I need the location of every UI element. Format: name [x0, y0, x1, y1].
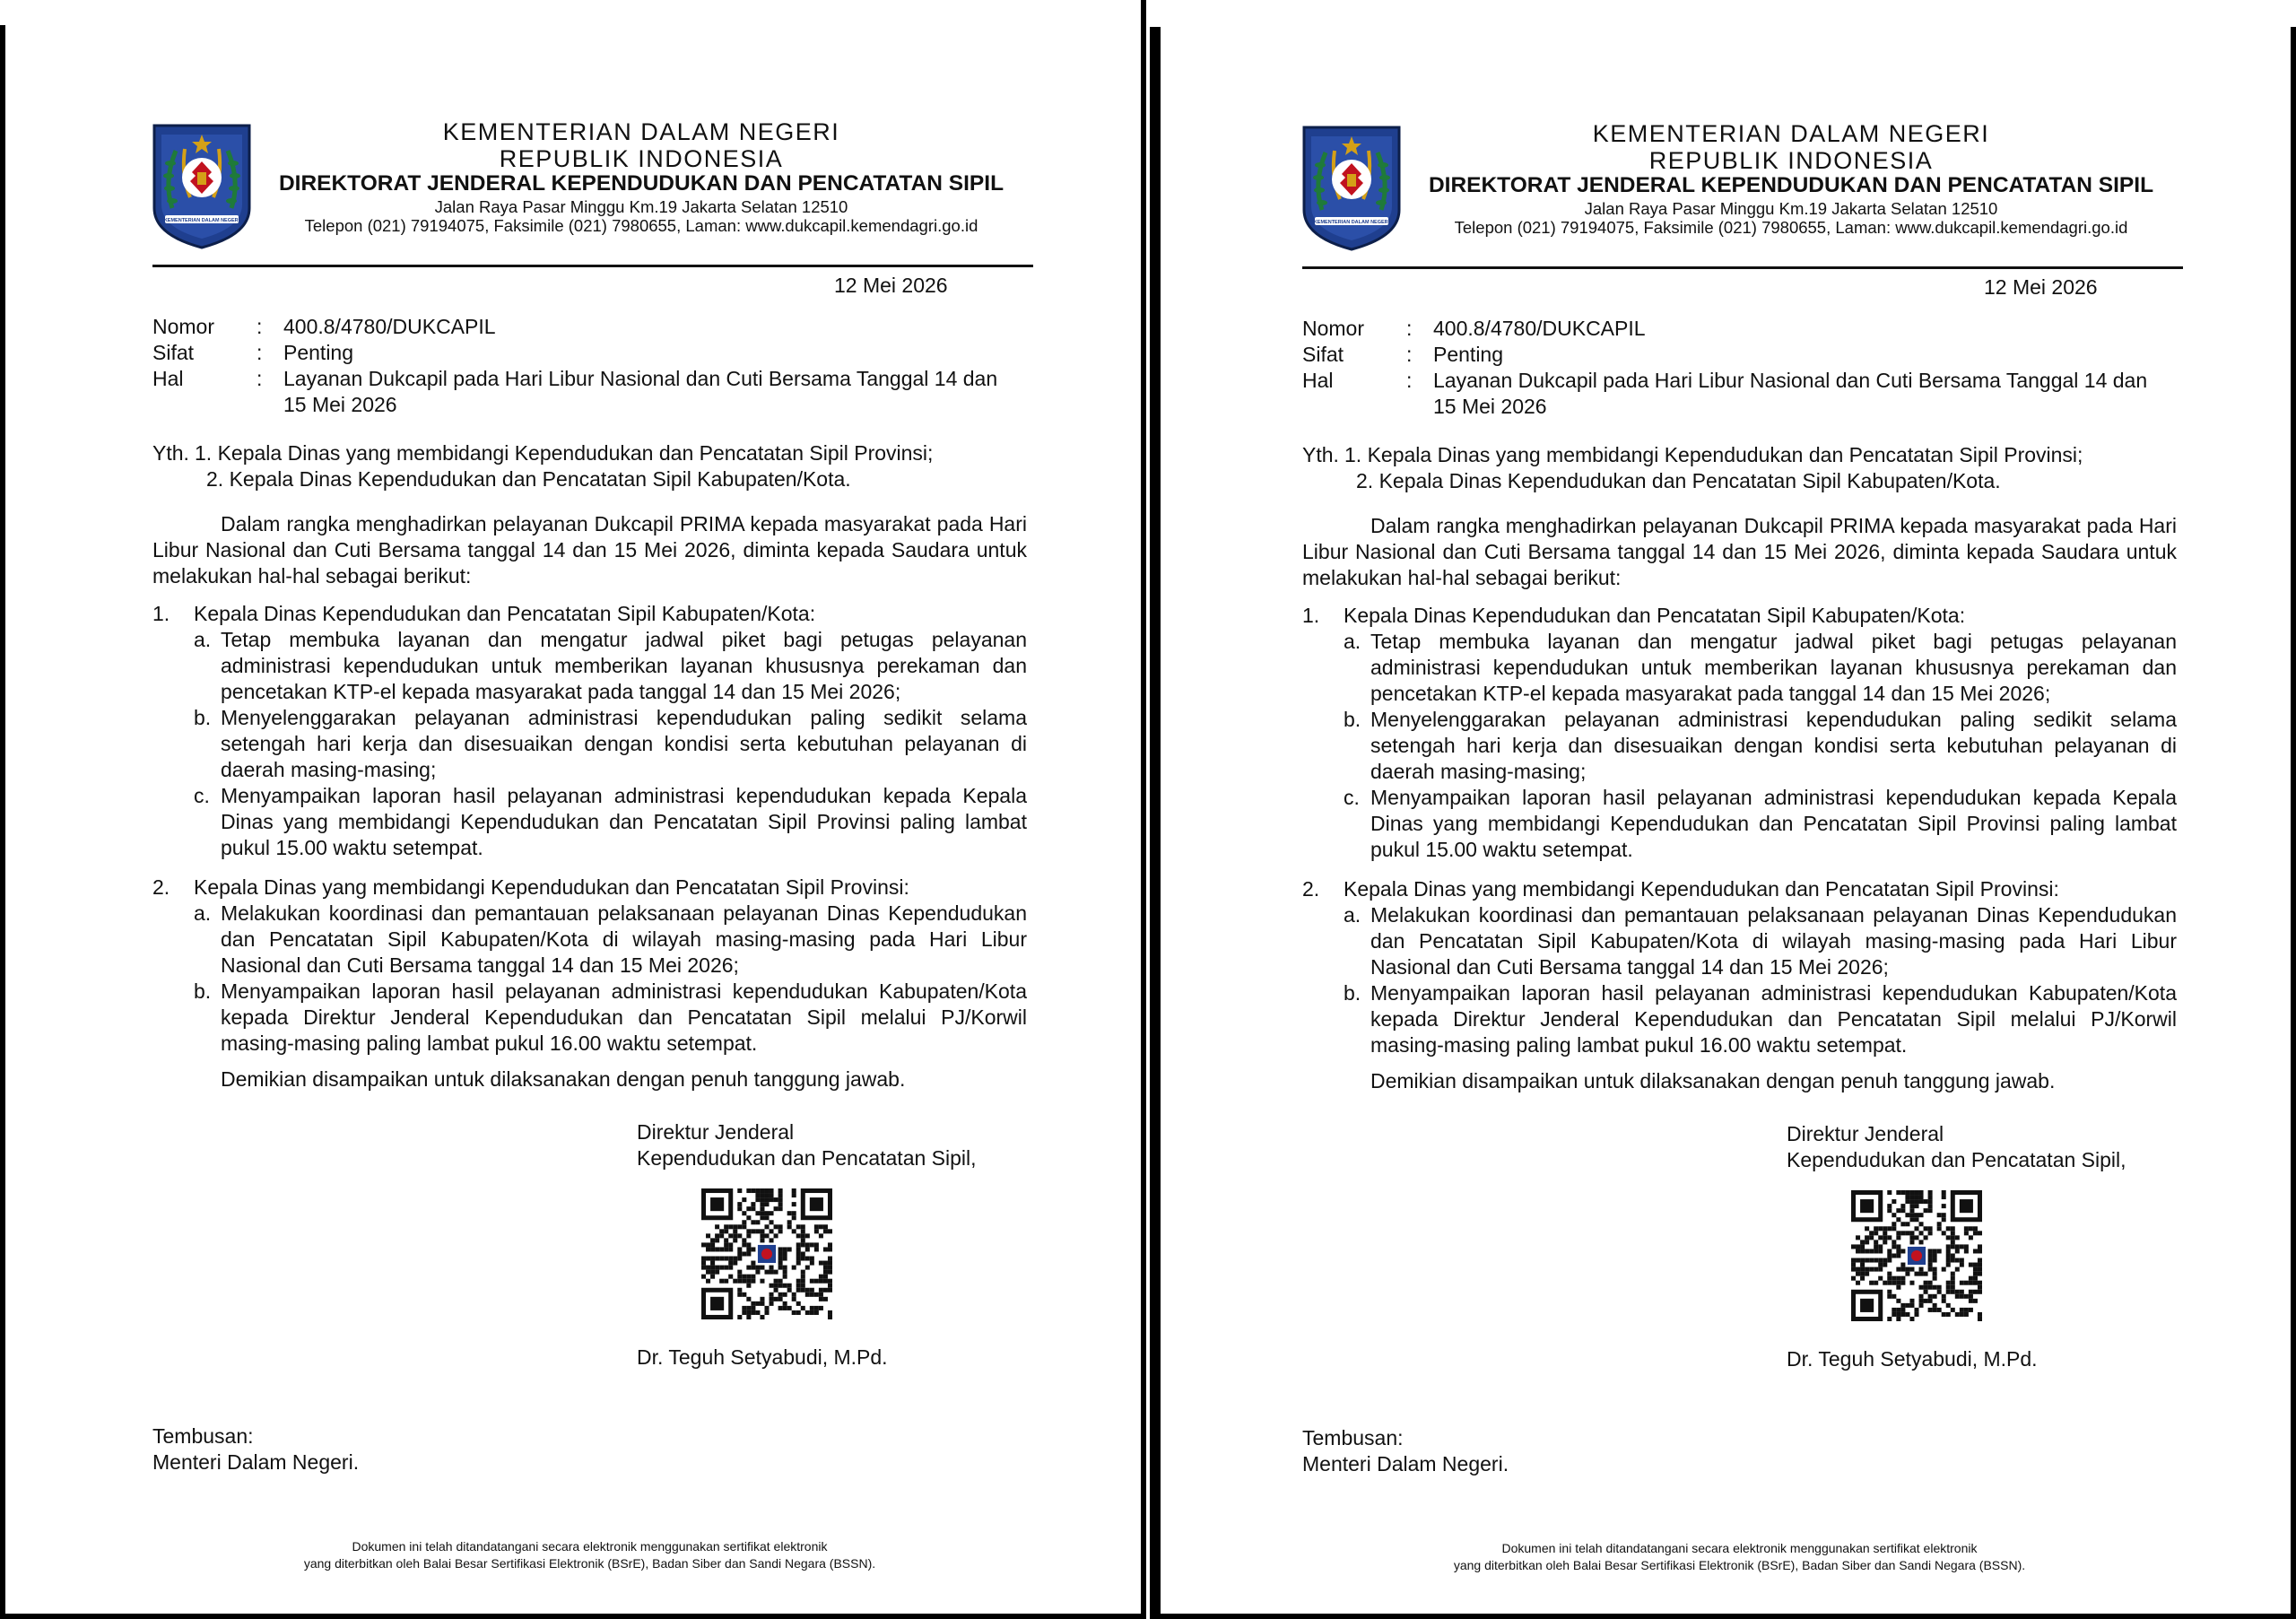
letterhead-directorate: DIREKTORAT JENDERAL KEPENDUDUKAN DAN PENCATATAN SIPIL	[1428, 173, 2154, 198]
letterhead-contact: Telepon (021) 79194075, Faksimile (021) 7980655, Laman: www.dukcapil.kemendagri.go.id	[304, 215, 978, 235]
meta-value: Layanan Dukcapil pada Hari Libur Nasional dan Cuti Bersama Tanggal 14 dan 15 Mei 2026	[283, 367, 998, 416]
sub-text: Melakukan koordinasi dan pemantauan pelaksanaan pelayanan Dinas Kependudukan dan Pencatatan Sipil Kabupaten/Kota di wilayah masing-masing pada Hari Libur Nasional dan Cuti Bersama tanggal 14 dan 15 Mei 2026;	[1370, 903, 2177, 979]
item-number: 2.	[152, 875, 170, 899]
meta-value: Penting	[1433, 343, 1504, 366]
closing-sentence: Demikian disampaikan untuk dilaksanakan dengan penuh tanggung jawab.	[1370, 1069, 2056, 1092]
meta-colon: :	[257, 367, 263, 390]
sub-letter: a.	[194, 628, 212, 651]
signature-title-2: Kependudukan dan Pencatatan Sipil,	[1787, 1148, 2126, 1171]
signature-block	[1787, 1121, 2126, 1173]
footer-line-2: yang diterbitkan oleh Balai Besar Sertifikasi Elektronik (BSrE), Badan Siber dan Sandi Negara (BSSN).	[1453, 1558, 2026, 1572]
meta-value: Layanan Dukcapil pada Hari Libur Nasional dan Cuti Bersama Tanggal 14 dan 15 Mei 2026	[1433, 369, 2148, 418]
intro-text: Dalam rangka menghadirkan pelayanan Dukcapil PRIMA kepada masyarakat pada Hari Libur Nasional dan Cuti Bersama tanggal 14 dan 15 Mei 2026, diminta kepada Saudara untuk melakukan hal-hal sebagai berikut:	[1302, 514, 2177, 589]
sub-letter: b.	[1344, 708, 1361, 731]
meta-row-nomor	[152, 314, 1021, 340]
meta-colon: :	[257, 341, 263, 364]
signature-title-2: Kependudukan dan Pencatatan Sipil,	[637, 1146, 977, 1170]
instruction-item-2	[152, 875, 1027, 1057]
sub-letter: a.	[1344, 630, 1361, 653]
sub-text: Melakukan koordinasi dan pemantauan pelaksanaan pelayanan Dinas Kependudukan dan Pencatatan Sipil Kabupaten/Kota di wilayah masing-masing pada Hari Libur Nasional dan Cuti Bersama tanggal 14 dan 15 Mei 2026;	[221, 901, 1027, 977]
letterhead	[1401, 121, 2181, 237]
item-title: Kepala Dinas Kependudukan dan Pencatatan Sipil Kabupaten/Kota:	[194, 602, 816, 625]
signature-block	[637, 1119, 977, 1171]
letterhead-country: REPUBLIK INDONESIA	[1648, 146, 1934, 174]
signature-qr-code-icon	[1851, 1190, 1982, 1321]
item-number: 2.	[1302, 877, 1320, 901]
meta-value: 400.8/4780/DUKCAPIL	[283, 315, 496, 338]
recipient-1: 1. Kepala Dinas yang membidangi Kependudukan dan Pencatatan Sipil Provinsi;	[1344, 443, 2083, 466]
sub-text: Menyampaikan laporan hasil pelayanan administrasi kependudukan kepada Kepala Dinas yang membidangi Kependudukan dan Pencatatan Sipil Provinsi paling lambat pukul 15.00 waktu setempat.	[1370, 786, 2177, 861]
yth-label: Yth.	[1302, 443, 1339, 466]
sub-text: Tetap membuka layanan dan mengatur jadwal piket bagi petugas pelayanan administrasi kependudukan untuk memberikan layanan khususnya perekaman dan pencetakan KTP-el kepada masyarakat pada tanggal 14 dan 15 Mei 2026;	[1370, 630, 2177, 705]
sub-letter: c.	[194, 784, 210, 807]
meta-value: Penting	[283, 341, 354, 364]
letterhead-address: Jalan Raya Pasar Minggu Km.19 Jakarta Selatan 12510	[434, 197, 848, 217]
recipients-block	[152, 440, 1027, 492]
sub-text: Menyampaikan laporan hasil pelayanan administrasi kependudukan kepada Kepala Dinas yang membidangi Kependudukan dan Pencatatan Sipil Provinsi paling lambat pukul 15.00 waktu setempat.	[221, 784, 1027, 859]
meta-label: Hal	[152, 367, 184, 390]
sub-letter: b.	[194, 979, 212, 1003]
signature-qr-code-icon	[701, 1188, 832, 1319]
letterhead-rule	[152, 265, 1033, 267]
letterhead-directorate: DIREKTORAT JENDERAL KEPENDUDUKAN DAN PENCATATAN SIPIL	[278, 171, 1004, 196]
letter-date: 12 Mei 2026	[834, 274, 948, 297]
item-title: Kepala Dinas Kependudukan dan Pencatatan Sipil Kabupaten/Kota:	[1344, 604, 1966, 627]
letterhead-contact: Telepon (021) 79194075, Faksimile (021) 7980655, Laman: www.dukcapil.kemendagri.go.id	[1454, 217, 2128, 237]
meta-row-hal	[1302, 368, 2170, 420]
letter-content	[0, 0, 1146, 1619]
signature-title-1: Direktur Jenderal	[1787, 1122, 1944, 1145]
instruction-item-2	[1302, 876, 2177, 1058]
signer-name: Dr. Teguh Setyabudi, M.Pd.	[637, 1345, 888, 1369]
letterhead-country: REPUBLIK INDONESIA	[499, 144, 784, 172]
instruction-item-1	[152, 601, 1027, 861]
sub-letter: c.	[1344, 786, 1360, 809]
item-number: 1.	[1302, 604, 1320, 627]
sub-text: Menyampaikan laporan hasil pelayanan administrasi kependudukan Kabupaten/Kota kepada Direktur Jenderal Kependudukan dan Pencatatan Sipil melalui PJ/Korwil masing-masing paling lambat pukul 16.00 waktu setempat.	[221, 979, 1027, 1055]
item-number: 1.	[152, 602, 170, 625]
sub-text: Menyampaikan laporan hasil pelayanan administrasi kependudukan Kabupaten/Kota kepada Direktur Jenderal Kependudukan dan Pencatatan Sipil melalui PJ/Korwil masing-masing paling lambat pukul 16.00 waktu setempat.	[1370, 981, 2177, 1057]
meta-row-hal	[152, 366, 1021, 418]
sub-letter: b.	[1344, 981, 1361, 1005]
footer-line-1: Dokumen ini telah ditandatangani secara elektronik menggunakan sertifikat elektronik	[352, 1539, 828, 1554]
sub-text: Menyelenggarakan pelayanan administrasi kependudukan paling sedikit selama setengah hari kerja dan disesuaikan dengan kondisi serta kebutuhan pelayanan di daerah masing-masing;	[221, 706, 1027, 781]
letterhead-ministry: KEMENTERIAN DALAM NEGERI	[442, 118, 840, 145]
letter-meta	[1302, 316, 2170, 420]
meta-colon: :	[1406, 343, 1413, 366]
recipients-block	[1302, 442, 2177, 494]
recipient-2: 2. Kepala Dinas Kependudukan dan Pencatatan Sipil Kabupaten/Kota.	[1356, 469, 2001, 492]
letter-meta	[152, 314, 1021, 418]
sub-letter: a.	[194, 901, 212, 925]
cc-value: Menteri Dalam Negeri.	[1302, 1452, 1509, 1475]
item-title: Kepala Dinas yang membidangi Kependudukan dan Pencatatan Sipil Provinsi:	[194, 875, 909, 899]
kemendagri-logo-icon	[1300, 124, 1403, 253]
letter-content	[1150, 2, 2296, 1619]
footer-line-1: Dokumen ini telah ditandatangani secara elektronik menggunakan sertifikat elektronik	[1501, 1541, 1978, 1555]
e-signature-footer	[1302, 1540, 2177, 1574]
yth-label: Yth.	[152, 441, 189, 465]
recipient-1: 1. Kepala Dinas yang membidangi Kependudukan dan Pencatatan Sipil Provinsi;	[195, 441, 934, 465]
meta-label: Nomor	[152, 315, 215, 338]
logo-text: KEMENTERIAN DALAM NEGERI	[163, 218, 240, 223]
signer-name: Dr. Teguh Setyabudi, M.Pd.	[1787, 1347, 2038, 1371]
meta-colon: :	[1406, 369, 1413, 392]
logo-text: KEMENTERIAN DALAM NEGERI	[1313, 220, 1390, 225]
signature-title-1: Direktur Jenderal	[637, 1120, 795, 1144]
cc-label: Tembusan:	[152, 1424, 254, 1448]
instruction-item-1	[1302, 603, 2177, 863]
intro-paragraph	[152, 511, 1027, 589]
sub-letter: b.	[194, 706, 212, 729]
intro-text: Dalam rangka menghadirkan pelayanan Dukcapil PRIMA kepada masyarakat pada Hari Libur Nasional dan Cuti Bersama tanggal 14 dan 15 Mei 2026, diminta kepada Saudara untuk melakukan hal-hal sebagai berikut:	[152, 512, 1027, 588]
meta-colon: :	[257, 315, 263, 338]
letter-date: 12 Mei 2026	[1984, 275, 2098, 299]
meta-row-sifat	[1302, 342, 2170, 368]
sub-text: Menyelenggarakan pelayanan administrasi kependudukan paling sedikit selama setengah hari kerja dan disesuaikan dengan kondisi serta kebutuhan pelayanan di daerah masing-masing;	[1370, 708, 2177, 783]
letterhead-ministry: KEMENTERIAN DALAM NEGERI	[1592, 120, 1990, 147]
sub-text: Tetap membuka layanan dan mengatur jadwal piket bagi petugas pelayanan administrasi kependudukan untuk memberikan layanan khususnya perekaman dan pencetakan KTP-el kepada masyarakat pada tanggal 14 dan 15 Mei 2026;	[221, 628, 1027, 703]
letterhead-address: Jalan Raya Pasar Minggu Km.19 Jakarta Selatan 12510	[1584, 199, 1998, 219]
meta-label: Nomor	[1302, 317, 1365, 340]
cc-label: Tembusan:	[1302, 1426, 1404, 1449]
kemendagri-logo-icon	[151, 122, 253, 251]
e-signature-footer	[152, 1538, 1027, 1572]
closing-sentence: Demikian disampaikan untuk dilaksanakan dengan penuh tanggung jawab.	[221, 1067, 906, 1091]
meta-row-nomor	[1302, 316, 2170, 342]
recipient-2: 2. Kepala Dinas Kependudukan dan Pencatatan Sipil Kabupaten/Kota.	[206, 467, 851, 491]
letter-page-left	[0, 0, 1146, 1619]
meta-value: 400.8/4780/DUKCAPIL	[1433, 317, 1646, 340]
cc-block	[1302, 1425, 1509, 1477]
meta-row-sifat	[152, 340, 1021, 366]
cc-value: Menteri Dalam Negeri.	[152, 1450, 360, 1474]
meta-label: Sifat	[152, 341, 195, 364]
cc-block	[152, 1423, 359, 1475]
item-title: Kepala Dinas yang membidangi Kependudukan dan Pencatatan Sipil Provinsi:	[1344, 877, 2059, 901]
sub-letter: a.	[1344, 903, 1361, 927]
intro-paragraph	[1302, 513, 2177, 591]
meta-label: Hal	[1302, 369, 1334, 392]
meta-label: Sifat	[1302, 343, 1344, 366]
letterhead-rule	[1302, 266, 2183, 269]
letter-page-right	[1150, 0, 2296, 1619]
footer-line-2: yang diterbitkan oleh Balai Besar Sertifikasi Elektronik (BSrE), Badan Siber dan Sandi Negara (BSSN).	[303, 1556, 876, 1571]
letterhead	[251, 119, 1031, 235]
meta-colon: :	[1406, 317, 1413, 340]
